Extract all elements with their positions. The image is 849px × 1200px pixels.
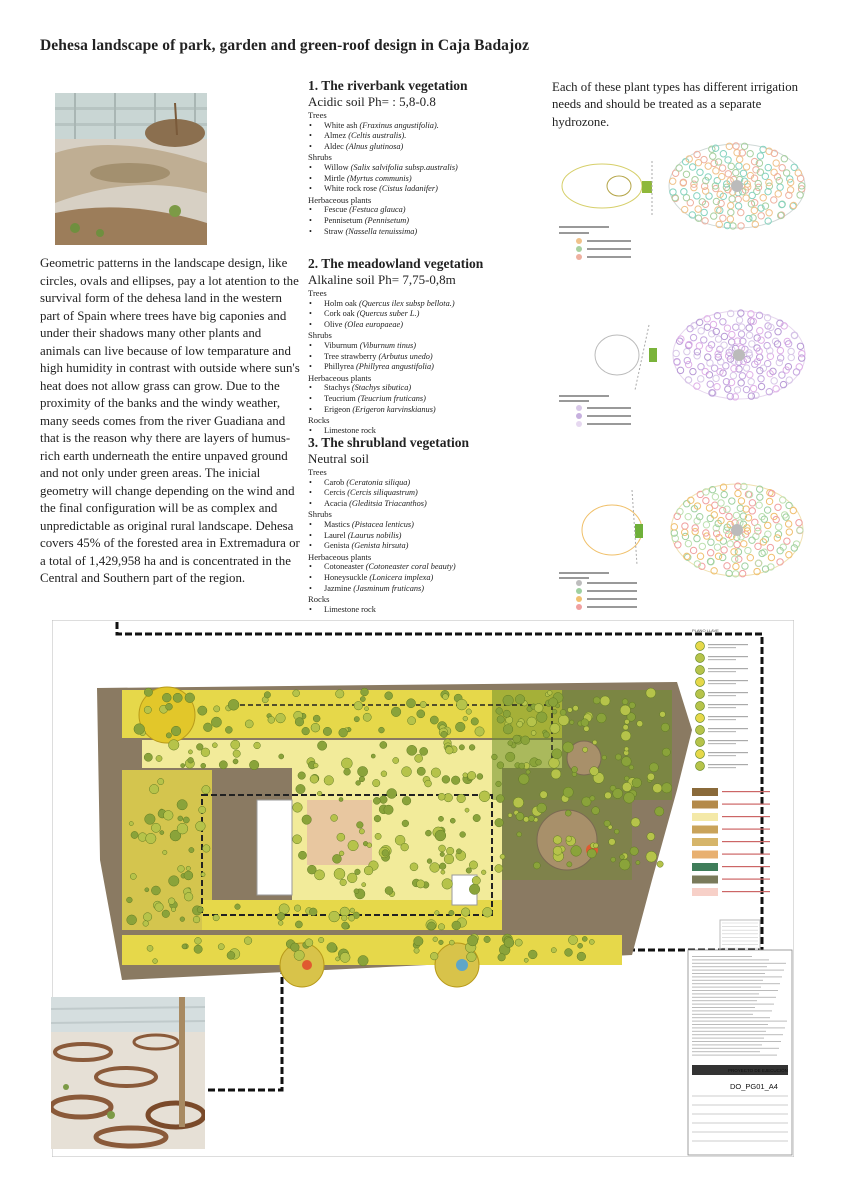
plant-item: • Viburnum (Viburnum tinus) [308, 341, 548, 352]
plant-item: • Stachys (Stachys sibutica) [308, 383, 548, 394]
section-shrubland [308, 435, 548, 615]
category-label: Herbaceous plants [308, 372, 372, 383]
section-title: 1. The riverbank vegetation [308, 78, 468, 93]
plant-item: • Genista (Genista hirsuta) [308, 541, 548, 552]
category-label: Rocks [308, 415, 330, 426]
category-label: Herbaceous plants [308, 551, 372, 562]
project-label: PROYECTO DE EJECUCIÓN [728, 1068, 788, 1073]
intro-paragraph: Geometric patterns in the landscape design, like circles, ovals and ellipses, pay a lot atention to the survival form of the dehesa land in the western part of Spain where trees have big caponies and under their shadows many other plants and animals can live because of low temparature and high humidity in contrast with outside where sun's heat does not allow grass can grow. Due to the proximity of the banks and the windy weather, many seeds comes from the river Guadiana and that is the reason why there are layers of humus-rich earth underneath the entire unpaved ground and not only under green areas. The inicial geometry will change depending on the wind and the final configuration will be as complex and unpredictable as original rural landscape. Dehesa covers 45% of the forested area in Extremadura or a total of 1,429,958 ha and is concentrated in the Central and Southern part of the region. [40, 256, 300, 585]
planting-diagram-meadowland [557, 300, 809, 430]
category-label: Rocks [308, 594, 330, 605]
plant-item: • Almez (Celtis australis). [308, 131, 548, 142]
category-label: Shrubs [308, 152, 332, 163]
plant-item: • Limestone rock [308, 605, 548, 616]
plant-item: • Cercis (Cercis siliquastrum) [308, 488, 548, 499]
plant-item: • Aldec (Alnus glutinosa) [308, 142, 548, 153]
plant-item: • Holm oak (Quercus ilex subsp bellota.) [308, 299, 548, 310]
plant-item: • Olive (Olea europaeae) [308, 320, 548, 331]
sheet-code: DO_PG01_A4 [730, 1082, 778, 1091]
planting-diagram-riverbank [557, 141, 809, 261]
section-subtitle: Alkaline soil Ph= 7,75-0,8m [308, 272, 456, 287]
plant-item: • Tree strawberry (Arbutus unedo) [308, 352, 548, 363]
category-label: Trees [308, 467, 327, 477]
plant-item: • Pennisetum (Pennisetum) [308, 216, 548, 227]
plant-item: • Laurel (Laurus nobilis) [308, 531, 548, 542]
page-title: Dehesa landscape of park, garden and green-roof design in Caja Badajoz [40, 37, 530, 54]
plant-item: • Carob (Ceratonia siliqua) [308, 478, 548, 489]
legend-title: PLANO LLAVE [692, 628, 719, 633]
plant-item: • Cotoneaster (Cotoneaster coral beauty) [308, 562, 548, 573]
plant-item: • White rock rose (Cistus ladanifer) [308, 184, 548, 195]
plant-item: • Mastics (Pistacea lenticus) [308, 520, 548, 531]
section-title: 3. The shrubland vegetation [308, 435, 470, 450]
plant-item: • Erigeon (Erigeron karvinskianus) [308, 405, 548, 416]
category-label: Shrubs [308, 330, 332, 341]
plant-item: • Honeysuckle (Lonicera implexa) [308, 573, 548, 584]
plant-item: • Cork oak (Quercus suber L.) [308, 309, 548, 320]
section-subtitle: Neutral soil [308, 451, 370, 466]
garden-photo-bottom [51, 997, 205, 1149]
section-title: 2. The meadowland vegetation [308, 256, 484, 271]
plant-item: • Acacia (Gleditsia Triacanthos) [308, 499, 548, 510]
section-subtitle: Acidic soil Ph= : 5,8-0.8 [308, 94, 436, 109]
plant-item: • Limestone rock [308, 426, 548, 437]
plant-item: • Jazmine (Jasminum fruticans) [308, 584, 548, 595]
irrigation-note: Each of these plant types has different irrigation needs and should be treated as a separate hydrozone. [552, 80, 799, 129]
plant-item: • Straw (Nassella tenuissima) [308, 227, 548, 238]
plant-item: • Willow (Salix salvifolia subsp.australis) [308, 163, 548, 174]
plant-item: • White ash (Fraxinus angustifolia). [308, 121, 548, 132]
plant-item: • Teucrium (Teucrium fruticans) [308, 394, 548, 405]
plant-item: • Phillyrea (Phillyrea angustifolia) [308, 362, 548, 373]
section-meadowland [308, 256, 548, 436]
category-label: Herbaceous plants [308, 194, 372, 205]
garden-photo-top [55, 93, 207, 245]
section-riverbank [308, 78, 548, 237]
plant-item: • Fescue (Festuca glauca) [308, 205, 548, 216]
category-label: Trees [308, 110, 327, 120]
planting-diagram-shrubland [557, 470, 809, 610]
plant-item: • Mirtle (Myrtus communis) [308, 174, 548, 185]
category-label: Trees [308, 288, 327, 298]
category-label: Shrubs [308, 509, 332, 520]
